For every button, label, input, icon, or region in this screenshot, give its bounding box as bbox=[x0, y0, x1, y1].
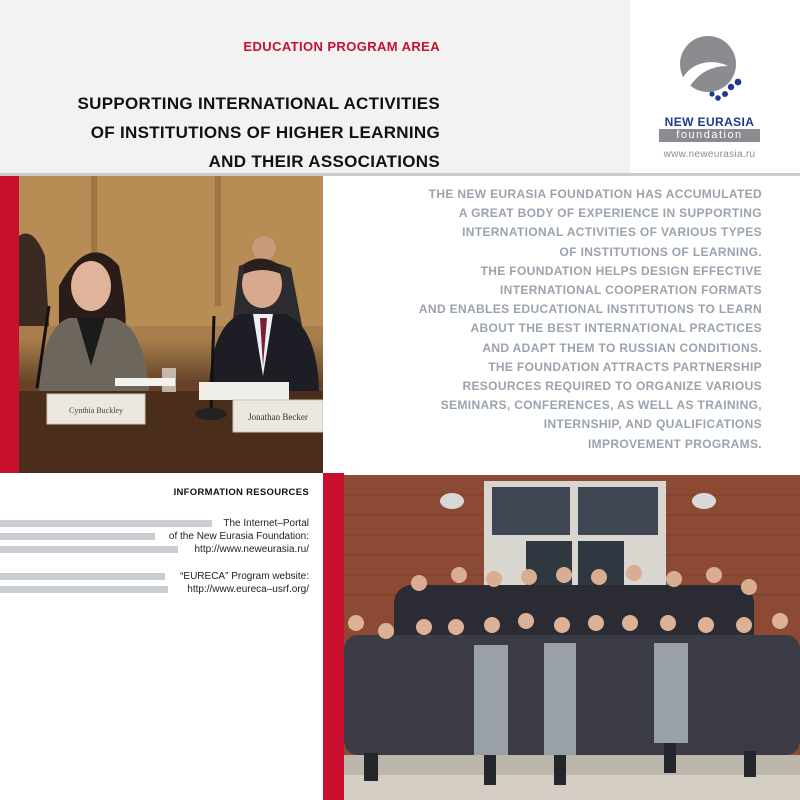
resource-label-line bbox=[0, 517, 309, 530]
decor-bar bbox=[0, 546, 178, 553]
description-line: THE FOUNDATION HELPS DESIGN EFFECTIVE bbox=[480, 263, 762, 278]
description-line: ABOUT THE BEST INTERNATIONAL PRACTICES bbox=[470, 321, 762, 336]
resource-label-line bbox=[0, 530, 309, 543]
resource-link-line bbox=[0, 583, 309, 596]
new-eurasia-logo-icon bbox=[678, 36, 748, 106]
resource-label: “EURECA” Program website: bbox=[177, 570, 309, 583]
description-line: OF INSTITUTIONS OF LEARNING. bbox=[559, 244, 762, 259]
info-resources-title: INFORMATION RESOURCES bbox=[173, 487, 309, 498]
decor-bar bbox=[0, 573, 165, 580]
resource-label-line bbox=[0, 570, 309, 583]
conference-photo-illustration bbox=[19, 176, 323, 473]
foundation-description bbox=[342, 185, 762, 454]
description-line: AND ENABLES EDUCATIONAL INSTITUTIONS TO LEARN bbox=[418, 302, 762, 317]
conference-photo bbox=[19, 176, 323, 473]
page-title-line: AND THEIR ASSOCIATIONS bbox=[208, 152, 440, 171]
red-accent-bar bbox=[0, 176, 19, 473]
logo-subtitle: foundation bbox=[659, 129, 760, 142]
description-line: INTERNSHIP, AND QUALIFICATIONS bbox=[543, 417, 762, 432]
decor-bar bbox=[0, 520, 212, 527]
description-line: IMPROVEMENT PROGRAMS. bbox=[587, 436, 762, 451]
page-title bbox=[0, 89, 440, 176]
group-photo bbox=[344, 475, 800, 800]
resource-label: The Internet–Portal bbox=[220, 517, 309, 530]
program-area-label: EDUCATION PROGRAM AREA bbox=[243, 39, 440, 54]
decor-bar bbox=[0, 533, 155, 540]
page-title-line: OF INSTITUTIONS OF HIGHER LEARNING bbox=[90, 123, 440, 142]
logo-url[interactable]: www.neweurasia.ru bbox=[663, 149, 756, 160]
resource-link-eureca[interactable]: http://www.eureca–usrf.org/ bbox=[184, 583, 309, 596]
logo-name: NEW EURASIA bbox=[664, 115, 755, 129]
description-line: INTERNATIONAL COOPERATION FORMATS bbox=[500, 283, 762, 298]
description-line: AND ADAPT THEM TO RUSSIAN CONDITIONS. bbox=[482, 340, 762, 355]
description-line: SEMINARS, CONFERENCES, AS WELL AS TRAINING, bbox=[440, 398, 762, 413]
name-card-text: Cynthia Buckley bbox=[69, 406, 123, 415]
resource-link-line bbox=[0, 543, 309, 556]
decor-bar bbox=[0, 586, 168, 593]
name-card-text: Jonathan Becker bbox=[248, 412, 308, 422]
description-line: A GREAT BODY OF EXPERIENCE IN SUPPORTING bbox=[458, 206, 762, 221]
red-accent-bar bbox=[323, 473, 344, 800]
description-line: RESOURCES REQUIRED TO ORGANIZE VARIOUS bbox=[462, 379, 762, 394]
resource-link-neweurasia[interactable]: http://www.neweurasia.ru/ bbox=[192, 543, 310, 556]
page-title-line: SUPPORTING INTERNATIONAL ACTIVITIES bbox=[77, 94, 440, 113]
description-line: THE NEW EURASIA FOUNDATION HAS ACCUMULATED bbox=[428, 187, 762, 201]
header-band bbox=[0, 0, 630, 173]
description-line: THE FOUNDATION ATTRACTS PARTNERSHIP bbox=[488, 359, 762, 374]
logo-area bbox=[630, 0, 800, 173]
resource-label: of the New Eurasia Foundation: bbox=[166, 530, 309, 543]
description-line: INTERNATIONAL ACTIVITIES OF VARIOUS TYPES bbox=[462, 225, 762, 240]
group-photo-illustration bbox=[344, 475, 800, 800]
